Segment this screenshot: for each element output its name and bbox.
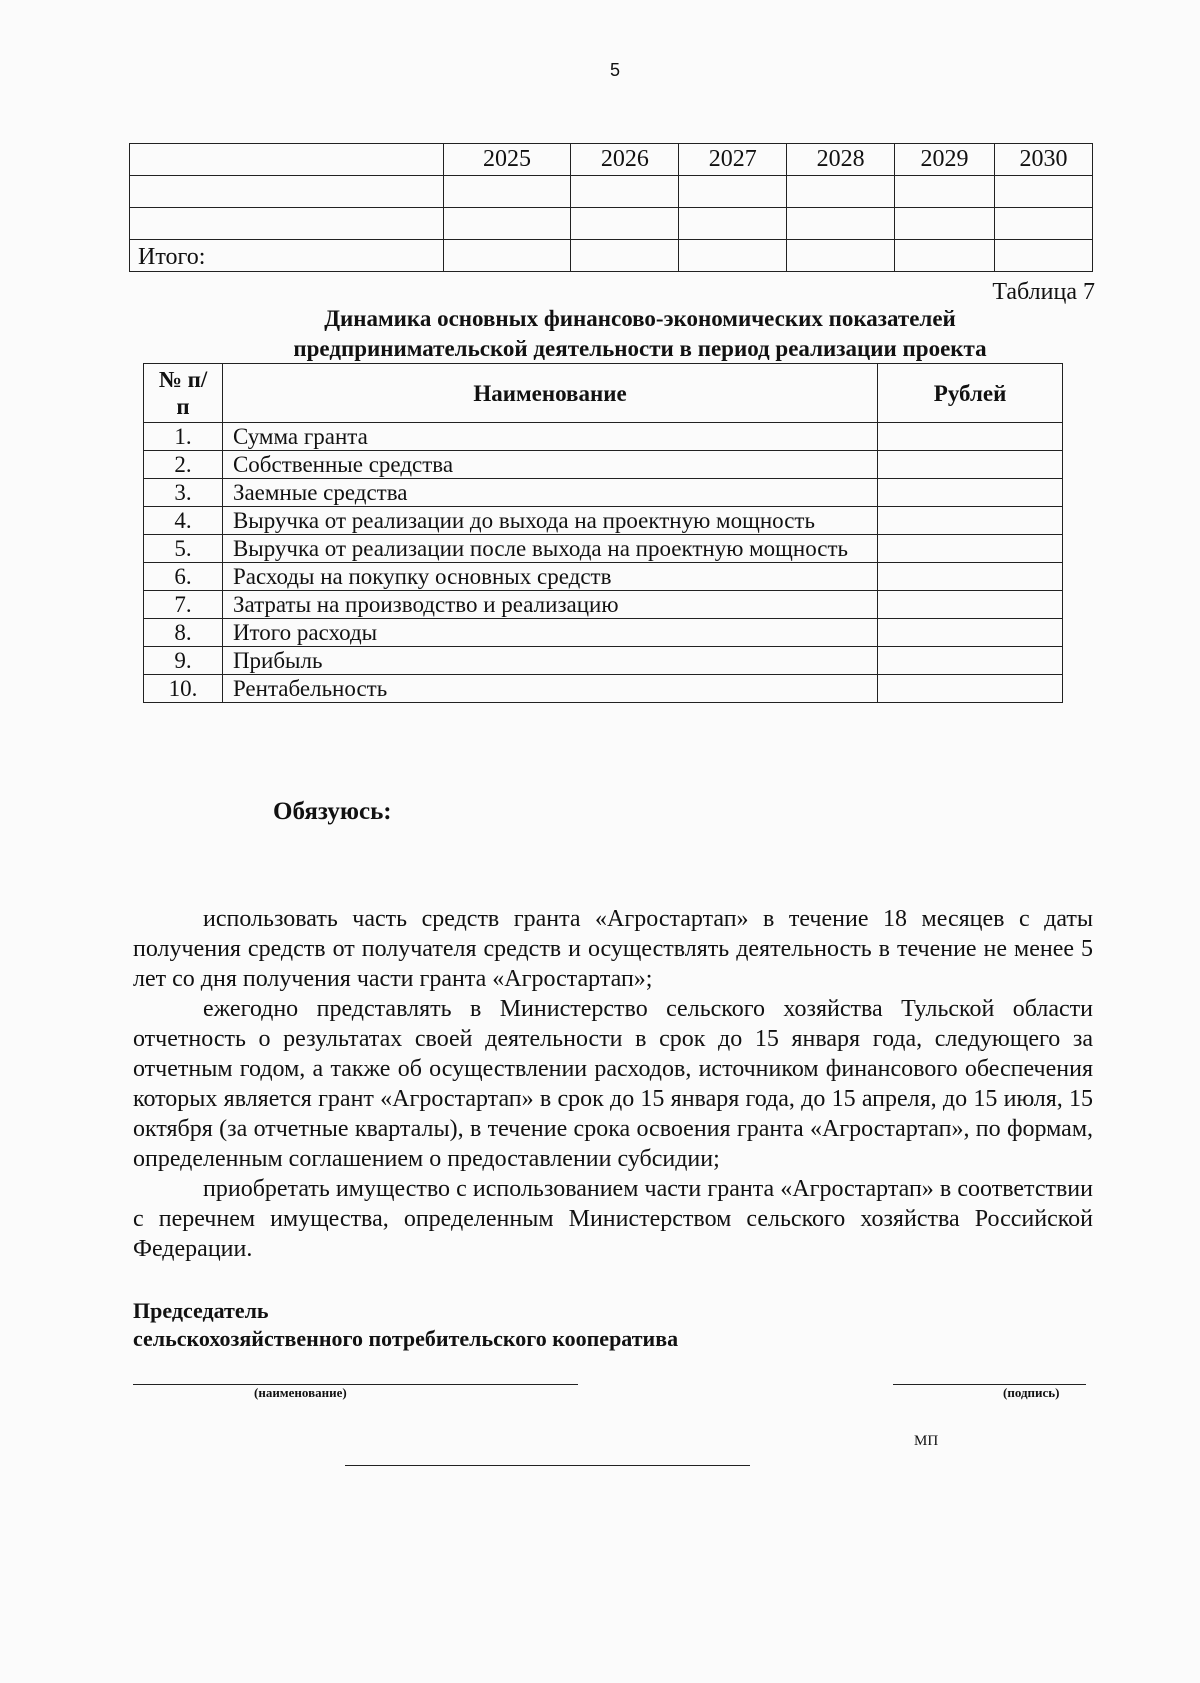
- value-cell: [878, 619, 1063, 647]
- name-header: Наименование: [222, 364, 877, 423]
- table-row: 7. Затраты на производство и реализацию: [144, 591, 1063, 619]
- table-row: 4. Выручка от реализации до выхода на проектную мощность: [144, 507, 1063, 535]
- row-name: Заемные средства: [222, 479, 877, 507]
- stamp-label: МП: [914, 1433, 939, 1449]
- year-cell: 2029: [895, 144, 995, 176]
- row-name: Прибыль: [222, 647, 877, 675]
- year-cell: 2030: [995, 144, 1093, 176]
- table7-title-line2: предпринимательской деятельности в период реализации проекта: [293, 336, 987, 361]
- commitment-paragraph: приобретать имущество с использованием части гранта «Агростартап» в соответствии с перечнем имущества, определенным Министерством сельского хозяйства Российской Федерации.: [133, 1176, 1093, 1262]
- value-cell: [878, 647, 1063, 675]
- value-cell: [878, 563, 1063, 591]
- row-name: Рентабельность: [222, 675, 877, 703]
- table-row: 9. Прибыль: [144, 647, 1063, 675]
- table7-title-line1: Динамика основных финансово-экономических показателей: [324, 306, 956, 331]
- table-row: 1. Сумма гранта: [144, 423, 1063, 451]
- commitments-heading: Обязуюсь:: [273, 798, 392, 825]
- commitments-text: [133, 904, 1093, 1264]
- table-row: [130, 176, 1093, 208]
- table-row: 6. Расходы на покупку основных средств: [144, 563, 1063, 591]
- row-name: Затраты на производство и реализацию: [222, 591, 877, 619]
- value-cell: [878, 591, 1063, 619]
- commitment-paragraph: использовать часть средств гранта «Агростартап» в течение 18 месяцев с даты получения средств от получателя средств и осуществлять деятельность в течение не менее 5 лет со дня получения части гранта «Агростартап»;: [133, 906, 1093, 992]
- signature-title-line2: сельскохозяйственного потребительского кооператива: [133, 1326, 679, 1351]
- years-header-row: [130, 144, 1093, 176]
- name-signature-line: [133, 1384, 578, 1385]
- table-row: 3. Заемные средства: [144, 479, 1063, 507]
- table-row: 8. Итого расходы: [144, 619, 1063, 647]
- row-name: Расходы на покупку основных средств: [222, 563, 877, 591]
- year-cell: 2028: [787, 144, 895, 176]
- years-table: [129, 143, 1093, 272]
- row-name: Выручка от реализации до выхода на проектную мощность: [222, 507, 877, 535]
- row-name: Выручка от реализации после выхода на проектную мощность: [222, 535, 877, 563]
- row-name: Итого расходы: [222, 619, 877, 647]
- number-header: № п/п: [144, 364, 223, 423]
- name-caption: (наименование): [254, 1385, 347, 1400]
- sign-caption: (подпись): [1003, 1385, 1060, 1400]
- table-row: 5. Выручка от реализации после выхода на проектную мощность: [144, 535, 1063, 563]
- year-cell: 2027: [679, 144, 787, 176]
- year-cell: 2026: [571, 144, 679, 176]
- total-row: [130, 240, 1093, 272]
- row-name: Собственные средства: [222, 451, 877, 479]
- value-cell: [878, 535, 1063, 563]
- row-name: Сумма гранта: [222, 423, 877, 451]
- value-cell: [878, 675, 1063, 703]
- blank-cell: [130, 144, 444, 176]
- financial-indicators-table: [143, 363, 1063, 703]
- year-cell: 2025: [443, 144, 571, 176]
- value-cell: [878, 451, 1063, 479]
- table-row: [130, 208, 1093, 240]
- table7-caption: Таблица 7: [992, 279, 1095, 305]
- table-row: 10. Рентабельность: [144, 675, 1063, 703]
- bottom-separator-line: [345, 1465, 750, 1466]
- signature-title-line1: Председатель: [133, 1298, 269, 1323]
- value-cell: [878, 423, 1063, 451]
- value-cell: [878, 479, 1063, 507]
- page-number: 5: [609, 60, 620, 80]
- value-cell: [878, 507, 1063, 535]
- table-header-row: [144, 364, 1063, 423]
- table-row: 2. Собственные средства: [144, 451, 1063, 479]
- total-label: Итого:: [130, 240, 444, 272]
- commitment-paragraph: ежегодно представлять в Министерство сельского хозяйства Тульской области отчетность о результатах своей деятельности в срок до 15 января года, следующего за отчетным годом, а также об осуществлении расходов, источником финансового обеспечения которых является грант «Агростартап» в срок до 15 января года, до 15 апреля, до 15 июля, 15 октября (за отчетные кварталы), в течение срока освоения гранта «Агростартап», по формам, определенным соглашением о предоставлении субсидии;: [133, 996, 1093, 1172]
- value-header: Рублей: [878, 364, 1063, 423]
